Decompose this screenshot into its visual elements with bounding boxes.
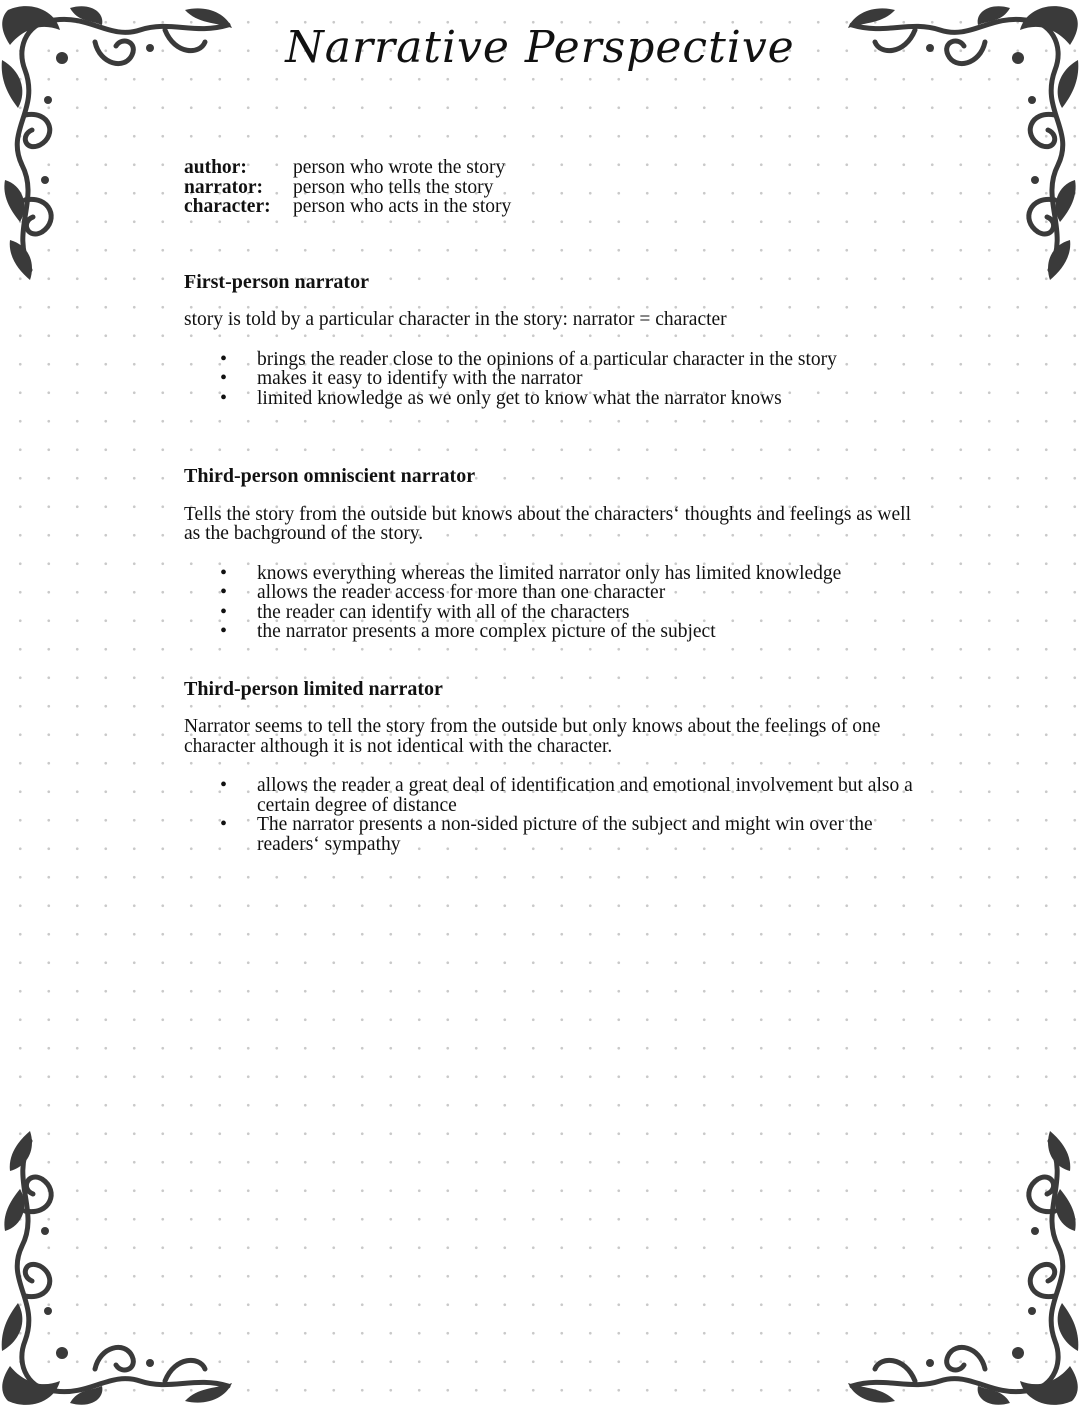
definition-term: narrator: <box>184 176 264 198</box>
section-heading: Third-person omniscient narrator <box>184 465 476 487</box>
bullet-list <box>184 350 924 409</box>
section-third-person-limited <box>184 677 924 855</box>
definition-list <box>184 158 924 217</box>
corner-ornament-bottom-left-icon <box>0 1126 240 1411</box>
section-paragraph: Tells the story from the outside but knows about the characters‘ thoughts and feelings as well as the bachground of the story. <box>184 503 912 544</box>
list-item: • The narrator presents a non-sided picture of the subject and might win over the readers‘ sympathy <box>184 815 924 854</box>
flourish-icon <box>0 1126 240 1411</box>
definition-term: character: <box>184 196 271 217</box>
section-paragraph: Narrator seems to tell the story from the outside but only knows about the feelings of one character although it is not identical with the character. <box>184 716 881 757</box>
list-item: • brings the reader close to the opinions of a particular character in the story <box>184 350 924 370</box>
document-body <box>184 158 924 854</box>
list-item: • allows the reader a great deal of identification and emotional involvement but also a certain degree of distance <box>184 776 924 815</box>
definition-term: author: <box>184 157 247 178</box>
list-item: • the narrator presents a more complex picture of the subject <box>184 622 924 642</box>
corner-ornament-bottom-right-icon <box>840 1126 1080 1411</box>
list-item: • limited knowledge as we only get to know what the narrator knows <box>184 389 924 409</box>
bullet-list <box>184 776 924 854</box>
bullet-list <box>184 564 924 642</box>
list-item: • makes it easy to identify with the narrator <box>184 369 924 389</box>
section-third-person-omniscient <box>184 467 924 642</box>
definition-text: person who tells the story <box>293 176 494 198</box>
section-heading: First-person narrator <box>184 270 369 293</box>
definition-text: person who wrote the story <box>293 157 506 178</box>
list-item: • allows the reader access for more than one character <box>184 583 924 603</box>
section-heading: Third-person limited narrator <box>184 677 443 700</box>
section-paragraph: story is told by a particular character in the story: narrator = character <box>184 309 727 330</box>
list-item: • the reader can identify with all of the characters <box>184 603 924 623</box>
page-title: Narrative Perspective <box>285 22 795 73</box>
flourish-icon <box>840 1126 1080 1411</box>
definition-text: person who acts in the story <box>293 196 512 217</box>
list-item: • knows everything whereas the limited narrator only has limited knowledge <box>184 564 924 584</box>
section-first-person <box>184 270 924 409</box>
